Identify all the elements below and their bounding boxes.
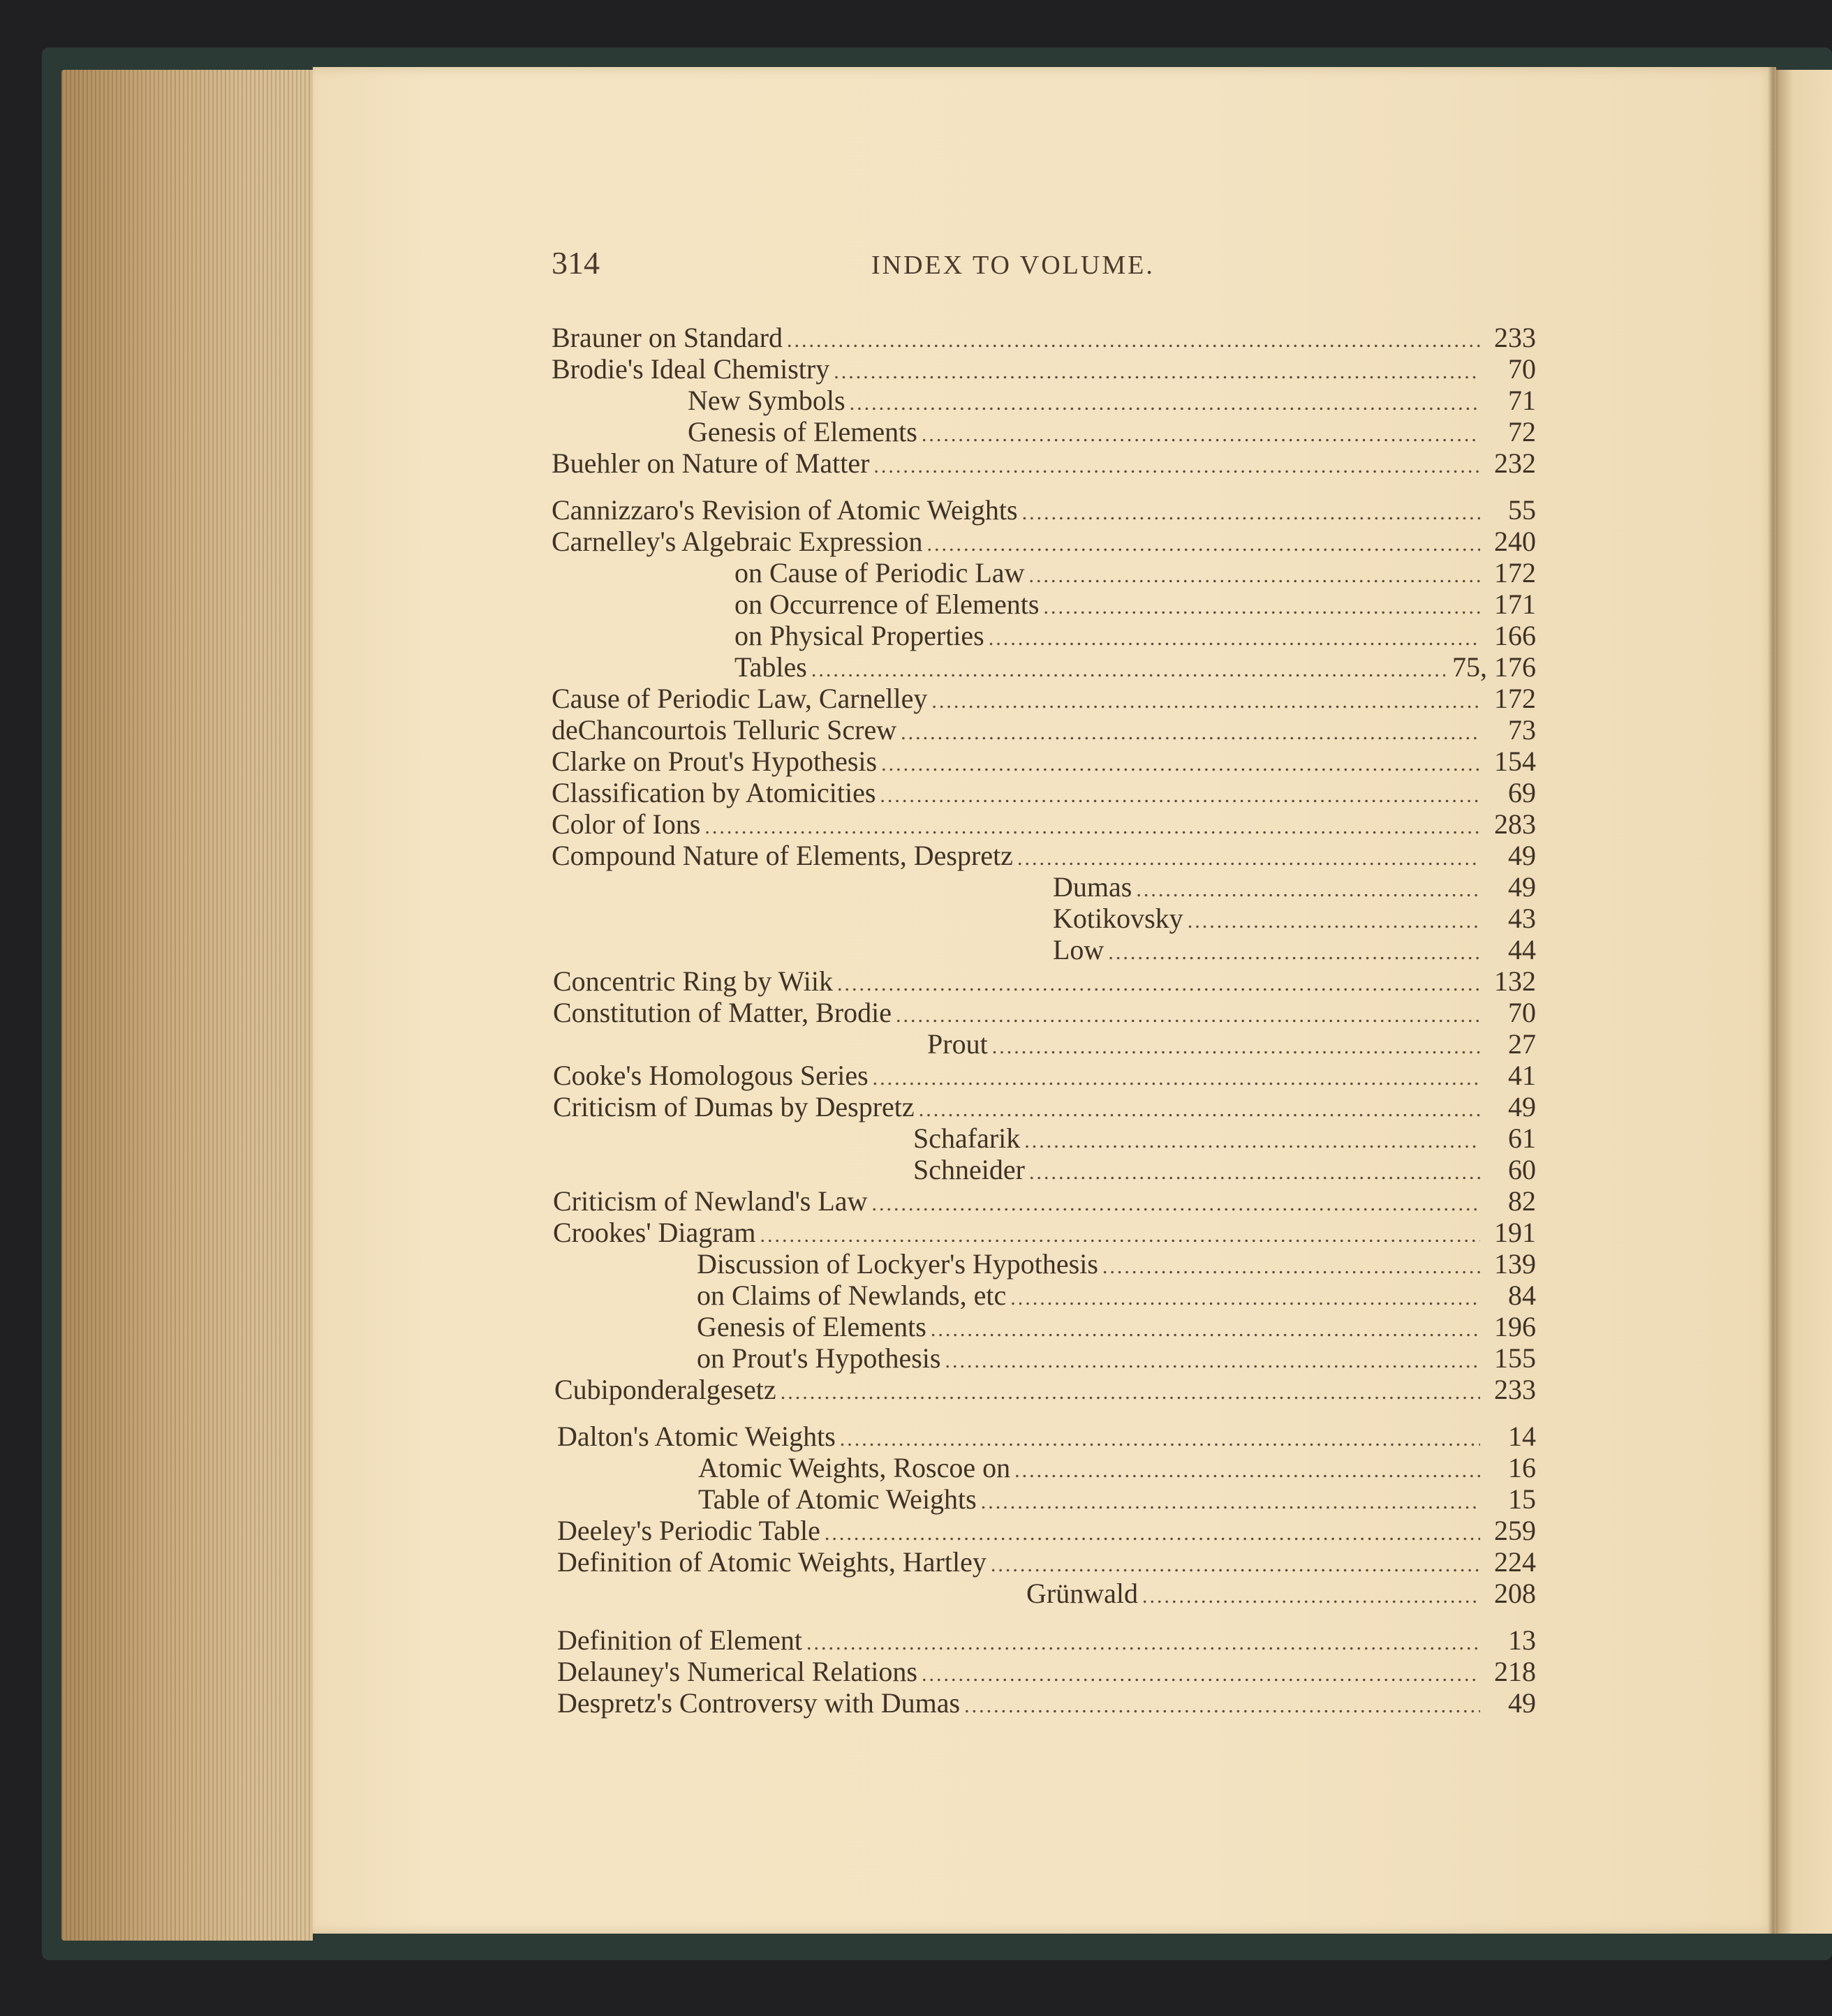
dot-leader — [1043, 591, 1480, 623]
index-entry — [552, 997, 1536, 1028]
index-entry — [552, 777, 1536, 808]
dot-leader — [945, 1345, 1480, 1377]
entry-page: 166 — [1494, 620, 1536, 651]
entry-label: New Symbols — [688, 385, 845, 416]
entry-label: Delauney's Numerical Relations — [557, 1656, 917, 1687]
entry-label: Low — [1053, 934, 1105, 965]
dot-leader — [787, 325, 1480, 356]
entry-label: Cannizzaro's Revision of Atomic Weights — [552, 494, 1018, 526]
index-entry — [552, 903, 1536, 934]
entry-label: Dalton's Atomic Weights — [557, 1421, 836, 1452]
dot-leader — [989, 623, 1480, 654]
dot-leader — [880, 780, 1480, 811]
entry-page: 49 — [1508, 1091, 1536, 1122]
dot-leader — [1017, 843, 1480, 874]
entry-page: 70 — [1508, 353, 1536, 385]
entry-page: 43 — [1508, 903, 1536, 934]
dot-leader — [811, 654, 1445, 685]
index-entry — [552, 1028, 1536, 1060]
dot-leader — [992, 1031, 1480, 1062]
entry-page: 49 — [1508, 1687, 1536, 1719]
index-entry — [552, 447, 1536, 479]
dot-leader — [834, 356, 1480, 387]
entry-label: Concentric Ring by Wiik — [553, 965, 833, 997]
entry-label: Genesis of Elements — [688, 416, 917, 447]
dot-leader — [850, 387, 1480, 419]
dot-leader — [964, 1690, 1480, 1721]
index-entry — [552, 746, 1536, 777]
index-entry — [552, 1217, 1536, 1248]
entry-label: Definition of Atomic Weights, Hartley — [557, 1546, 987, 1578]
entry-label: Clarke on Prout's Hypothesis — [552, 746, 878, 777]
entry-label: Cause of Periodic Law, Carnelley — [552, 683, 928, 714]
dot-leader — [760, 1220, 1480, 1251]
entry-page: 132 — [1494, 965, 1536, 997]
dot-leader — [704, 811, 1480, 843]
entry-label: Brauner on Standard — [552, 322, 783, 353]
entry-page: 16 — [1508, 1452, 1536, 1483]
entry-page: 70 — [1508, 997, 1536, 1028]
dot-leader — [871, 1188, 1480, 1220]
index-entry — [552, 1091, 1536, 1122]
entry-page: 49 — [1508, 871, 1536, 903]
entry-page: 73 — [1508, 714, 1536, 746]
dot-leader — [991, 1549, 1480, 1580]
index-entry — [552, 1452, 1536, 1483]
entry-label: Constitution of Matter, Brodie — [553, 997, 892, 1028]
entry-page: 41 — [1508, 1060, 1536, 1091]
entry-page: 240 — [1494, 526, 1536, 557]
dot-leader — [1136, 874, 1480, 905]
index-entry — [552, 1280, 1536, 1311]
entry-page: 232 — [1494, 447, 1536, 479]
index-entry — [552, 1154, 1536, 1185]
index-entry — [552, 1374, 1536, 1405]
dot-leader — [931, 685, 1480, 717]
dot-leader — [825, 1518, 1480, 1549]
index-entry — [552, 494, 1536, 526]
index-entry — [552, 322, 1536, 353]
entry-label: on Claims of Newlands, etc — [697, 1280, 1007, 1311]
entry-page: 49 — [1508, 840, 1536, 871]
entry-page: 61 — [1508, 1122, 1536, 1154]
index-entry — [552, 1311, 1536, 1342]
entry-page: 44 — [1508, 934, 1536, 965]
entry-page: 233 — [1494, 1374, 1536, 1405]
index-entry — [552, 1546, 1536, 1578]
entry-label: Buehler on Nature of Matter — [552, 447, 870, 479]
entry-label: Dumas — [1053, 871, 1132, 903]
entry-label: Table of Atomic Weights — [698, 1483, 977, 1515]
entry-label: Despretz's Controversy with Dumas — [557, 1687, 961, 1719]
entry-label: Brodie's Ideal Chemistry — [552, 353, 830, 385]
entry-page: 172 — [1494, 683, 1536, 714]
index-entry — [552, 714, 1536, 746]
dot-leader — [1014, 1455, 1480, 1486]
entry-label: Discussion of Lockyer's Hypothesis — [697, 1248, 1098, 1280]
dot-leader — [919, 1094, 1480, 1125]
entry-label: on Occurrence of Elements — [734, 588, 1040, 620]
page-edges — [61, 70, 313, 1941]
dot-leader — [840, 1423, 1480, 1455]
dot-leader — [1022, 497, 1480, 528]
dot-leader — [1108, 937, 1480, 968]
entry-label: Schneider — [913, 1154, 1025, 1185]
index-entry — [552, 1248, 1536, 1280]
entry-page: 171 — [1494, 588, 1536, 620]
entry-label: Criticism of Dumas by Despretz — [553, 1091, 915, 1122]
entry-label: on Prout's Hypothesis — [697, 1342, 941, 1374]
index-entry — [552, 1578, 1536, 1609]
dot-leader — [781, 1377, 1480, 1408]
index-entry — [552, 1060, 1536, 1091]
index-entry — [552, 416, 1536, 447]
entry-page: 75, 176 — [1452, 651, 1536, 683]
entry-page: 259 — [1494, 1515, 1536, 1546]
entry-label: Genesis of Elements — [697, 1311, 926, 1342]
entry-label: Criticism of Newland's Law — [553, 1185, 868, 1217]
entry-page: 196 — [1494, 1311, 1536, 1342]
dot-leader — [981, 1486, 1480, 1518]
entry-label: Deeley's Periodic Table — [557, 1515, 820, 1546]
entry-page: 27 — [1508, 1028, 1536, 1060]
index-entry — [552, 588, 1536, 620]
dot-leader — [922, 419, 1480, 450]
entry-label: on Cause of Periodic Law — [734, 557, 1025, 588]
page-number: 314 — [552, 245, 600, 281]
dot-leader — [1188, 905, 1480, 937]
entry-label: Grünwald — [1026, 1578, 1138, 1609]
dot-leader — [896, 1000, 1480, 1031]
entry-page: 224 — [1494, 1546, 1536, 1578]
entry-label: Classification by Atomicities — [552, 777, 876, 808]
entry-label: Definition of Element — [557, 1624, 803, 1656]
entry-page: 191 — [1494, 1217, 1536, 1248]
entry-page: 84 — [1508, 1280, 1536, 1311]
index-entry — [552, 1483, 1536, 1515]
dot-leader — [873, 450, 1480, 482]
entry-page: 72 — [1508, 416, 1536, 447]
dot-leader — [806, 1627, 1480, 1659]
entry-label: Tables — [734, 651, 807, 683]
entry-page: 139 — [1494, 1248, 1536, 1280]
entry-page: 233 — [1494, 322, 1536, 353]
index-entry — [552, 526, 1536, 557]
index-entry — [552, 1421, 1536, 1452]
index-entry — [552, 840, 1536, 871]
entry-label: on Physical Properties — [734, 620, 984, 651]
entry-page: 208 — [1494, 1578, 1536, 1609]
index-entry — [552, 808, 1536, 840]
dot-leader — [922, 1659, 1480, 1690]
entry-page: 71 — [1508, 385, 1536, 416]
entry-label: Atomic Weights, Roscoe on — [698, 1452, 1011, 1483]
dot-leader — [1102, 1251, 1480, 1282]
entry-label: Crookes' Diagram — [553, 1217, 756, 1248]
right-page-edge — [1776, 70, 1832, 1934]
gutter-shadow — [1768, 67, 1779, 1934]
index-entry — [552, 1122, 1536, 1154]
index-entry — [552, 1185, 1536, 1217]
index-entry — [552, 1342, 1536, 1374]
dot-leader — [1024, 1125, 1480, 1157]
dot-leader — [927, 528, 1480, 560]
dot-leader — [901, 717, 1480, 748]
dot-leader — [881, 748, 1480, 780]
entry-page: 14 — [1508, 1421, 1536, 1452]
index-entry — [552, 1515, 1536, 1546]
entry-page: 55 — [1508, 494, 1536, 526]
index-entry — [552, 353, 1536, 385]
dot-leader — [837, 968, 1480, 1000]
index-entry — [552, 871, 1536, 903]
entry-label: Carnelley's Algebraic Expression — [552, 526, 923, 557]
index-entry — [552, 1656, 1536, 1687]
entry-label: Kotikovsky — [1053, 903, 1183, 934]
entry-label: Schafarik — [913, 1122, 1021, 1154]
entry-label: Cooke's Homologous Series — [553, 1060, 869, 1091]
dot-leader — [931, 1314, 1480, 1345]
index-entry — [552, 965, 1536, 997]
entry-label: Color of Ions — [552, 808, 701, 840]
running-head: INDEX TO VOLUME. — [871, 251, 1155, 280]
index-entry — [552, 651, 1536, 683]
entry-page: 82 — [1508, 1185, 1536, 1217]
dot-leader — [1029, 1157, 1480, 1188]
index-entry — [552, 1624, 1536, 1656]
index-entry — [552, 557, 1536, 588]
entry-page: 15 — [1508, 1483, 1536, 1515]
page-header — [552, 244, 1529, 286]
entry-page: 172 — [1494, 557, 1536, 588]
entry-page: 218 — [1494, 1656, 1536, 1687]
dot-leader — [1010, 1282, 1480, 1314]
entry-page: 154 — [1494, 746, 1536, 777]
entry-page: 13 — [1508, 1624, 1536, 1656]
index-entry — [552, 385, 1536, 416]
dot-leader — [1028, 560, 1480, 591]
entry-label: Prout — [927, 1028, 988, 1060]
dot-leader — [873, 1062, 1480, 1094]
entry-page: 283 — [1494, 808, 1536, 840]
entry-label: Cubiponderalgesetz — [554, 1374, 776, 1405]
index-entry — [552, 620, 1536, 651]
entry-label: Compound Nature of Elements, Despretz — [552, 840, 1013, 871]
dot-leader — [1142, 1580, 1480, 1612]
index-entry — [552, 1687, 1536, 1719]
index-entry — [552, 683, 1536, 714]
entry-page: 155 — [1494, 1342, 1536, 1374]
entry-page: 69 — [1508, 777, 1536, 808]
index-entry — [552, 934, 1536, 965]
entry-page: 60 — [1508, 1154, 1536, 1185]
entry-label: deChancourtois Telluric Screw — [552, 714, 897, 746]
index-list — [552, 322, 1536, 1719]
